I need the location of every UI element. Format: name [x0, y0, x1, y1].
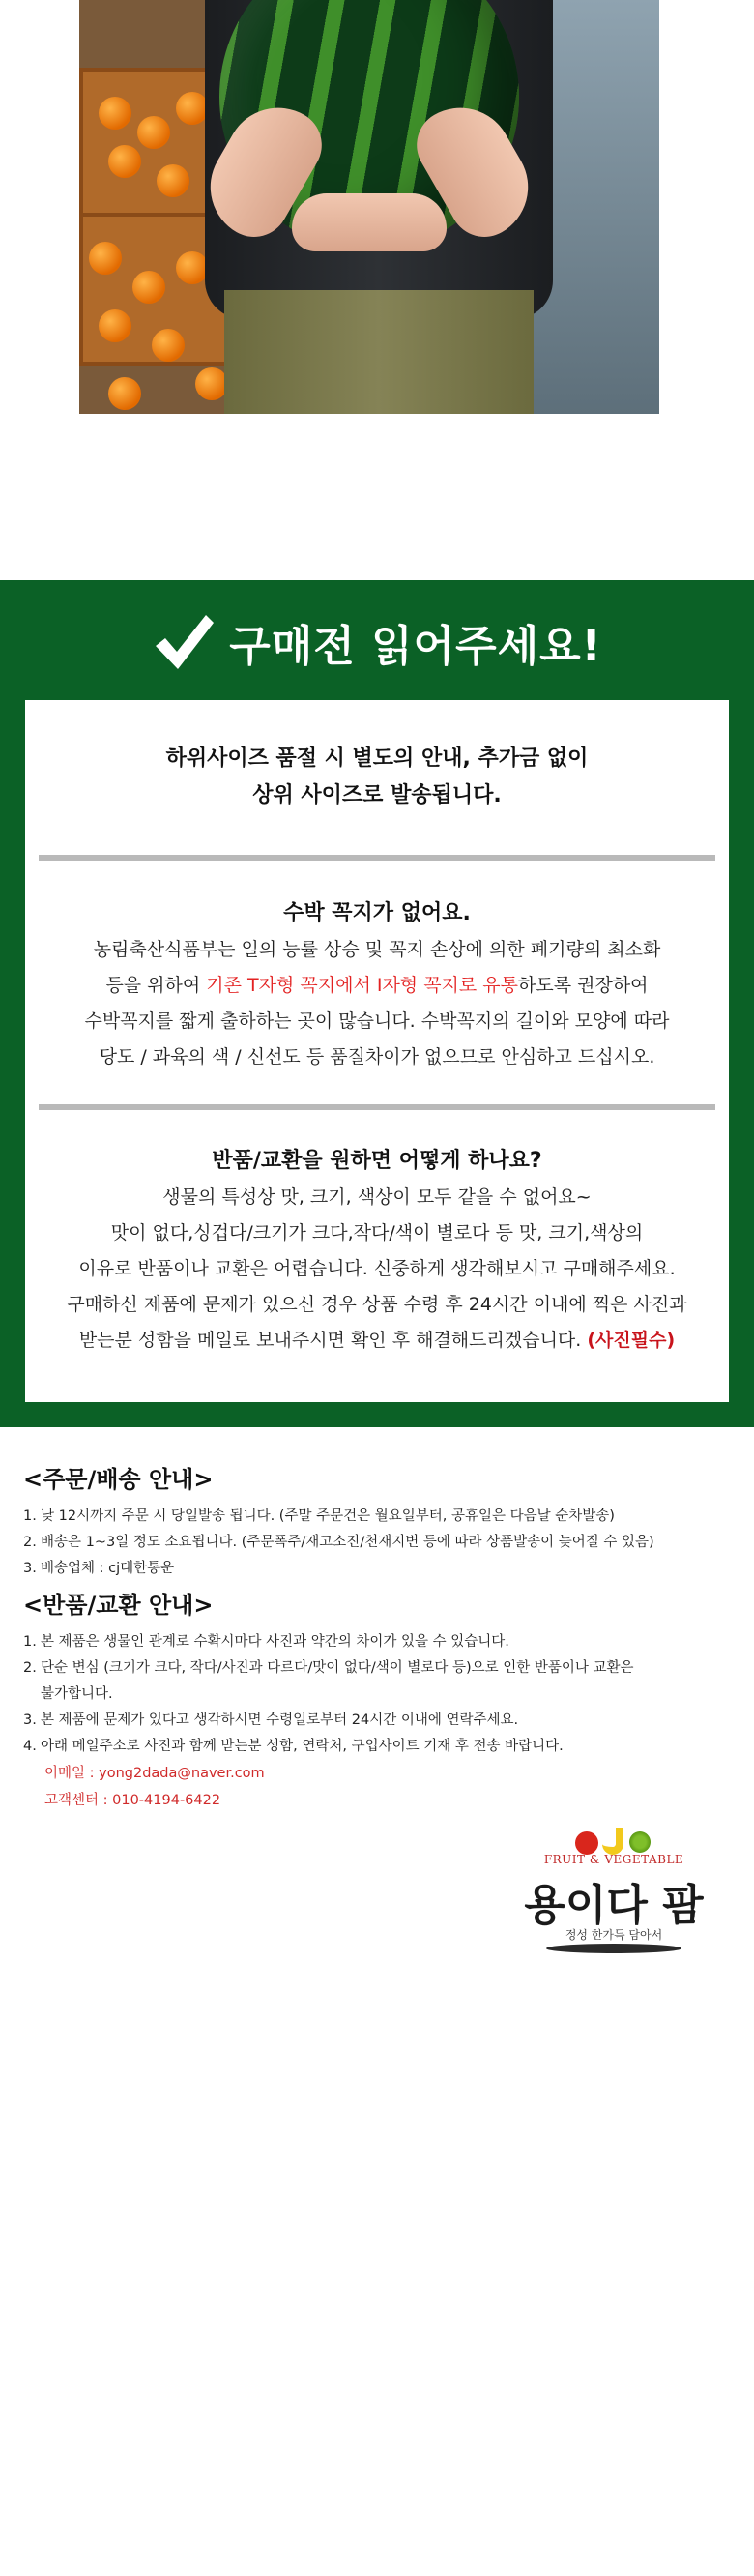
- stem-highlight: 기존 T자형 꼭지에서 I자형 꼭지로 유통: [206, 975, 519, 996]
- product-photo: [79, 0, 659, 414]
- stem-notice-heading: 수박 꼭지가 없어요.: [283, 901, 471, 925]
- contact-email: 이메일 : yong2dada@naver.com: [44, 1766, 265, 1781]
- order-info-item: 2. 배송은 1~3일 정도 소요됩니다. (주문폭주/재고소진/천재지변 등에 따라 상품발송이 늦어질 수 있음): [23, 1535, 654, 1550]
- return-notice-line: 생물의 특성상 맛, 크기, 색상이 모두 같을 수 없어요~: [162, 1186, 592, 1208]
- return-info-item: 3. 본 제품에 문제가 있다고 생각하시면 수령일로부터 24시간 이내에 연락주세요.: [23, 1712, 519, 1728]
- return-notice-line: 이유로 반품이나 교환은 어렵습니다. 신중하게 생각해보시고 구매해주세요.: [78, 1258, 676, 1279]
- hand: [292, 193, 447, 251]
- notice-banner: [0, 603, 754, 681]
- stem-notice: [25, 895, 729, 1075]
- order-info-title: <주문/배송 안내>: [23, 1466, 214, 1493]
- person-pants: [224, 290, 534, 414]
- logo-korean: 용이다 팜: [524, 1881, 704, 1930]
- return-info-item-cont: 불가합니다.: [41, 1686, 113, 1702]
- order-info: [23, 1460, 739, 1582]
- notice-title: 구매전 읽어주세요!: [229, 622, 602, 671]
- divider: [39, 855, 715, 861]
- size-notice: [25, 741, 729, 814]
- return-notice-line: 구매하신 제품에 문제가 있으신 경우 상품 수령 후 24시간 이내에 찍은 사진과: [67, 1294, 687, 1315]
- divider: [39, 1104, 715, 1110]
- checkmark-icon: [152, 611, 216, 673]
- return-info-item: 1. 본 제품은 생물인 관계로 수확시마다 사진과 약간의 차이가 있을 수 있습니다.: [23, 1634, 509, 1650]
- order-info-item: 1. 낮 12시까지 주문 시 당일발송 됩니다. (주말 주문건은 월요일부터, 공휴일은 다음날 순차발송): [23, 1508, 615, 1524]
- stem-notice-line: 등을 위하여 기존 T자형 꼭지에서 I자형 꼭지로 유통하도록 권장하여: [105, 975, 649, 996]
- return-info-title: <반품/교환 안내>: [23, 1592, 214, 1619]
- apple-icon: [575, 1831, 598, 1855]
- return-info-item: 2. 단순 변심 (크기가 크다, 작다/사진과 다르다/맛이 없다/색이 별로다 등)으로 인한 반품이나 교환은: [23, 1660, 634, 1676]
- notice-panel: [25, 700, 729, 1402]
- banana-icon: [602, 1828, 624, 1855]
- logo-english: FRUIT & VEGETABLE: [543, 1853, 684, 1866]
- logo-base: [546, 1944, 682, 1953]
- stem-notice-line: 당도 / 과육의 색 / 신선도 등 품질차이가 없으므로 안심하고 드십시오.: [99, 1046, 655, 1068]
- return-notice: [25, 1143, 729, 1359]
- return-notice-line: 맛이 없다,싱겁다/크기가 크다,작다/색이 별로다 등 맛, 크기,색상의: [110, 1222, 644, 1244]
- return-info: [23, 1586, 739, 1814]
- grape-icon: [629, 1831, 651, 1853]
- size-notice-line: 하위사이즈 품절 시 별도의 안내, 추가금 없이: [165, 746, 589, 771]
- photo-required-badge: (사진필수): [587, 1330, 676, 1351]
- contact-phone: 고객센터 : 010-4194-6422: [44, 1793, 221, 1808]
- logo-tagline: 정성 한가득 담아서: [565, 1928, 663, 1942]
- return-notice-heading: 반품/교환을 원하면 어떻게 하나요?: [212, 1149, 542, 1173]
- order-info-item: 3. 배송업체 : cj대한통운: [23, 1561, 175, 1576]
- return-info-item: 4. 아래 메일주소로 사진과 함께 받는분 성함, 연락처, 구입사이트 기재 후 전송 바랍니다.: [23, 1739, 564, 1754]
- brand-logo: [517, 1828, 710, 1953]
- return-notice-line: 받는분 성함을 메일로 보내주시면 확인 후 해결해드리겠습니다. (사진필수): [78, 1330, 676, 1351]
- size-notice-line: 상위 사이즈로 발송됩니다.: [252, 783, 502, 807]
- stem-notice-line: 농림축산식품부는 일의 능률 상승 및 꼭지 손상에 의한 폐기량의 최소화: [93, 939, 661, 960]
- notice-section: [0, 580, 754, 1427]
- stem-notice-line: 수박꼭지를 짧게 출하하는 곳이 많습니다. 수박꼭지의 길이와 모양에 따라: [84, 1010, 670, 1032]
